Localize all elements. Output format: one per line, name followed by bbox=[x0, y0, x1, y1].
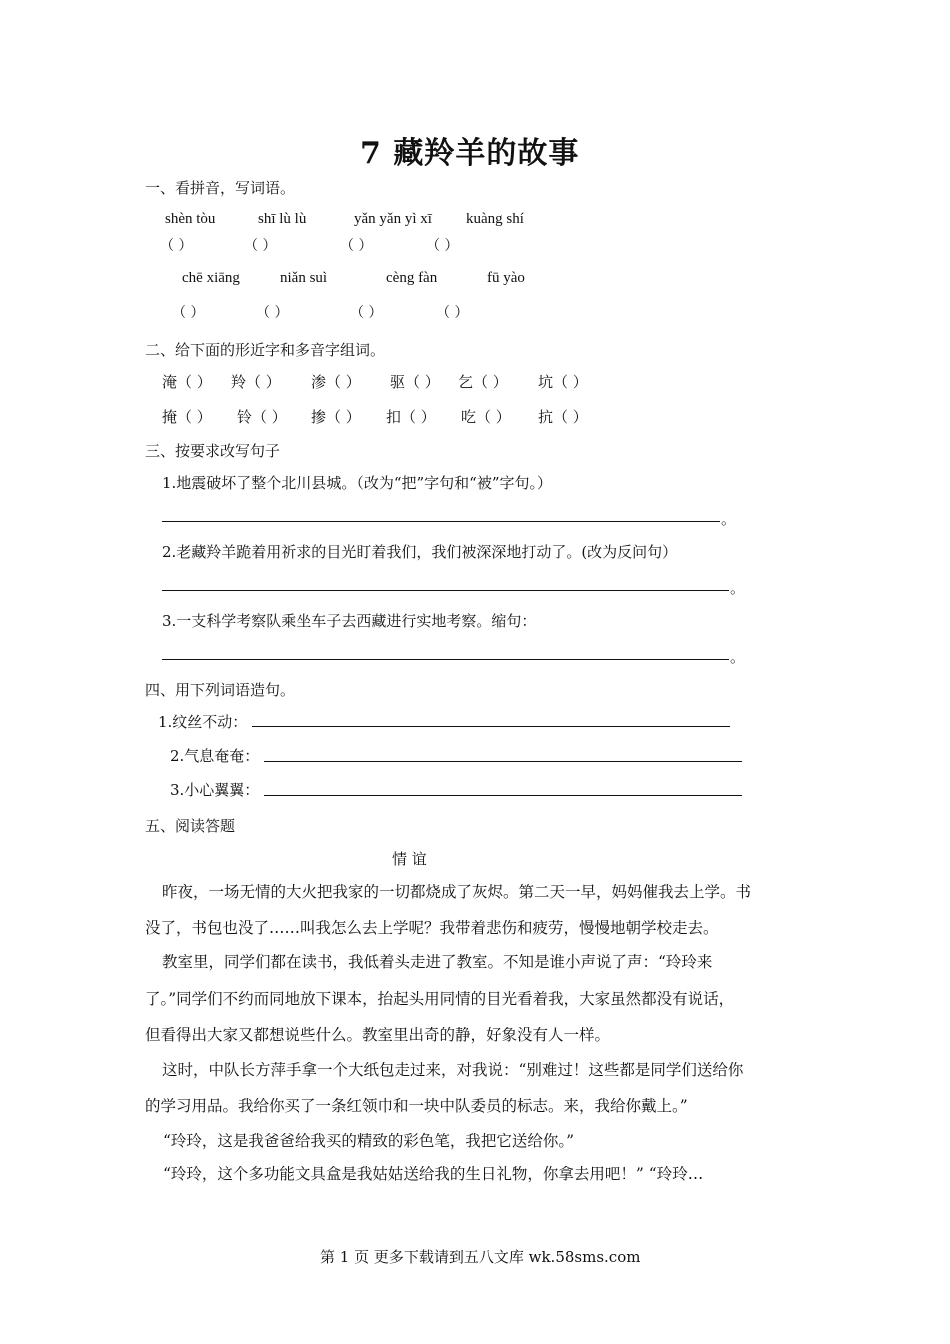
story-title: 情 谊 bbox=[392, 850, 427, 868]
answer-bracket[interactable]: （ ） bbox=[244, 238, 277, 254]
char-item[interactable]: 吃（ ） bbox=[461, 408, 511, 426]
answer-line[interactable] bbox=[264, 761, 742, 762]
end-mark: 。 bbox=[730, 648, 746, 666]
char-item[interactable]: 驱（ ） bbox=[390, 373, 440, 391]
answer-line[interactable] bbox=[252, 726, 730, 727]
story-line: 没了，书包也没了……叫我怎么去上学呢？我带着悲伤和疲劳，慢慢地朝学校走去。 bbox=[145, 919, 719, 937]
answer-bracket[interactable]: （ ） bbox=[436, 305, 469, 321]
pinyin: shèn tòu bbox=[165, 211, 216, 227]
answer-line[interactable] bbox=[162, 659, 729, 660]
char-item[interactable]: 扣（ ） bbox=[386, 408, 436, 426]
answer-bracket[interactable]: （ ） bbox=[256, 305, 289, 321]
end-mark: 。 bbox=[721, 510, 737, 528]
char-item[interactable]: 掺（ ） bbox=[311, 408, 361, 426]
answer-bracket[interactable]: （ ） bbox=[350, 305, 383, 321]
answer-bracket[interactable]: （ ） bbox=[426, 238, 459, 254]
char-item[interactable]: 坑（ ） bbox=[538, 373, 588, 391]
char-item[interactable]: 乞（ ） bbox=[458, 373, 508, 391]
pinyin: shī lù lù bbox=[258, 211, 307, 227]
answer-line[interactable] bbox=[264, 795, 742, 796]
rewrite-question-1: 1.地震破坏了整个北川县城。（改为“把”字句和“被”字句。） bbox=[162, 474, 552, 492]
story-line: 这时，中队长方萍手拿一个大纸包走过来，对我说：“别难过！这些都是同学们送给你 bbox=[162, 1061, 744, 1079]
story-line: 教室里，同学们都在读书，我低着头走进了教室。不知是谁小声说了声：“玲玲来 bbox=[162, 953, 713, 971]
end-mark: 。 bbox=[730, 579, 746, 597]
answer-line[interactable] bbox=[162, 590, 729, 591]
story-line: 的学习用品。我给你买了一条红领巾和一块中队委员的标志。来，我给你戴上。” bbox=[145, 1097, 688, 1115]
section-3-heading: 三、按要求改写句子 bbox=[145, 442, 281, 460]
char-item[interactable]: 抗（ ） bbox=[538, 408, 588, 426]
section-5-heading: 五、阅读答题 bbox=[145, 817, 236, 835]
pinyin: cèng fàn bbox=[386, 270, 438, 286]
pinyin: yǎn yǎn yì xī bbox=[354, 211, 432, 227]
sentence-word-3: 3.小心翼翼： bbox=[170, 781, 260, 799]
story-line: “玲玲，这个多功能文具盒是我姑姑送给我的生日礼物，你拿去用吧！” “玲玲… bbox=[163, 1165, 704, 1183]
answer-bracket[interactable]: （ ） bbox=[160, 238, 193, 254]
char-item[interactable]: 淹（ ） bbox=[162, 373, 212, 391]
char-item[interactable]: 掩（ ） bbox=[162, 408, 212, 426]
story-line: 但看得出大家又都想说些什么。教室里出奇的静，好象没有人一样。 bbox=[145, 1026, 611, 1044]
pinyin: niǎn suì bbox=[280, 270, 328, 286]
section-4-heading: 四、用下列词语造句。 bbox=[145, 681, 296, 699]
page-title: 7 藏羚羊的故事 bbox=[360, 136, 580, 171]
sentence-word-1: 1.纹丝不动： bbox=[158, 713, 248, 731]
answer-line[interactable] bbox=[162, 521, 720, 522]
char-item[interactable]: 羚（ ） bbox=[231, 373, 281, 391]
pinyin: kuàng shí bbox=[466, 211, 524, 227]
pinyin: chē xiāng bbox=[182, 270, 240, 286]
char-item[interactable]: 渗（ ） bbox=[311, 373, 361, 391]
section-2-heading: 二、给下面的形近字和多音字组词。 bbox=[145, 341, 386, 359]
story-line: 了。”同学们不约而同地放下课本，抬起头用同情的目光看着我，大家虽然都没有说话， bbox=[145, 990, 735, 1008]
rewrite-question-3: 3.一支科学考察队乘坐车子去西藏进行实地考察。缩句： bbox=[162, 612, 537, 630]
char-item[interactable]: 铃（ ） bbox=[237, 408, 287, 426]
story-line: “玲玲，这是我爸爸给我买的精致的彩色笔，我把它送给你。” bbox=[163, 1132, 575, 1150]
answer-bracket[interactable]: （ ） bbox=[172, 305, 205, 321]
answer-bracket[interactable]: （ ） bbox=[340, 238, 373, 254]
story-line: 昨夜，一场无情的大火把我家的一切都烧成了灰烬。第二天一早，妈妈催我去上学。书 bbox=[162, 883, 752, 901]
rewrite-question-2: 2.老藏羚羊跪着用祈求的目光盯着我们，我们被深深地打动了。(改为反问句） bbox=[162, 543, 678, 561]
page-footer: 第 1 页 更多下载请到五八文库 wk.58sms.com bbox=[320, 1248, 641, 1266]
pinyin: fū yào bbox=[487, 270, 525, 286]
section-1-heading: 一、看拼音，写词语。 bbox=[145, 179, 296, 197]
sentence-word-2: 2.气息奄奄： bbox=[170, 747, 260, 765]
